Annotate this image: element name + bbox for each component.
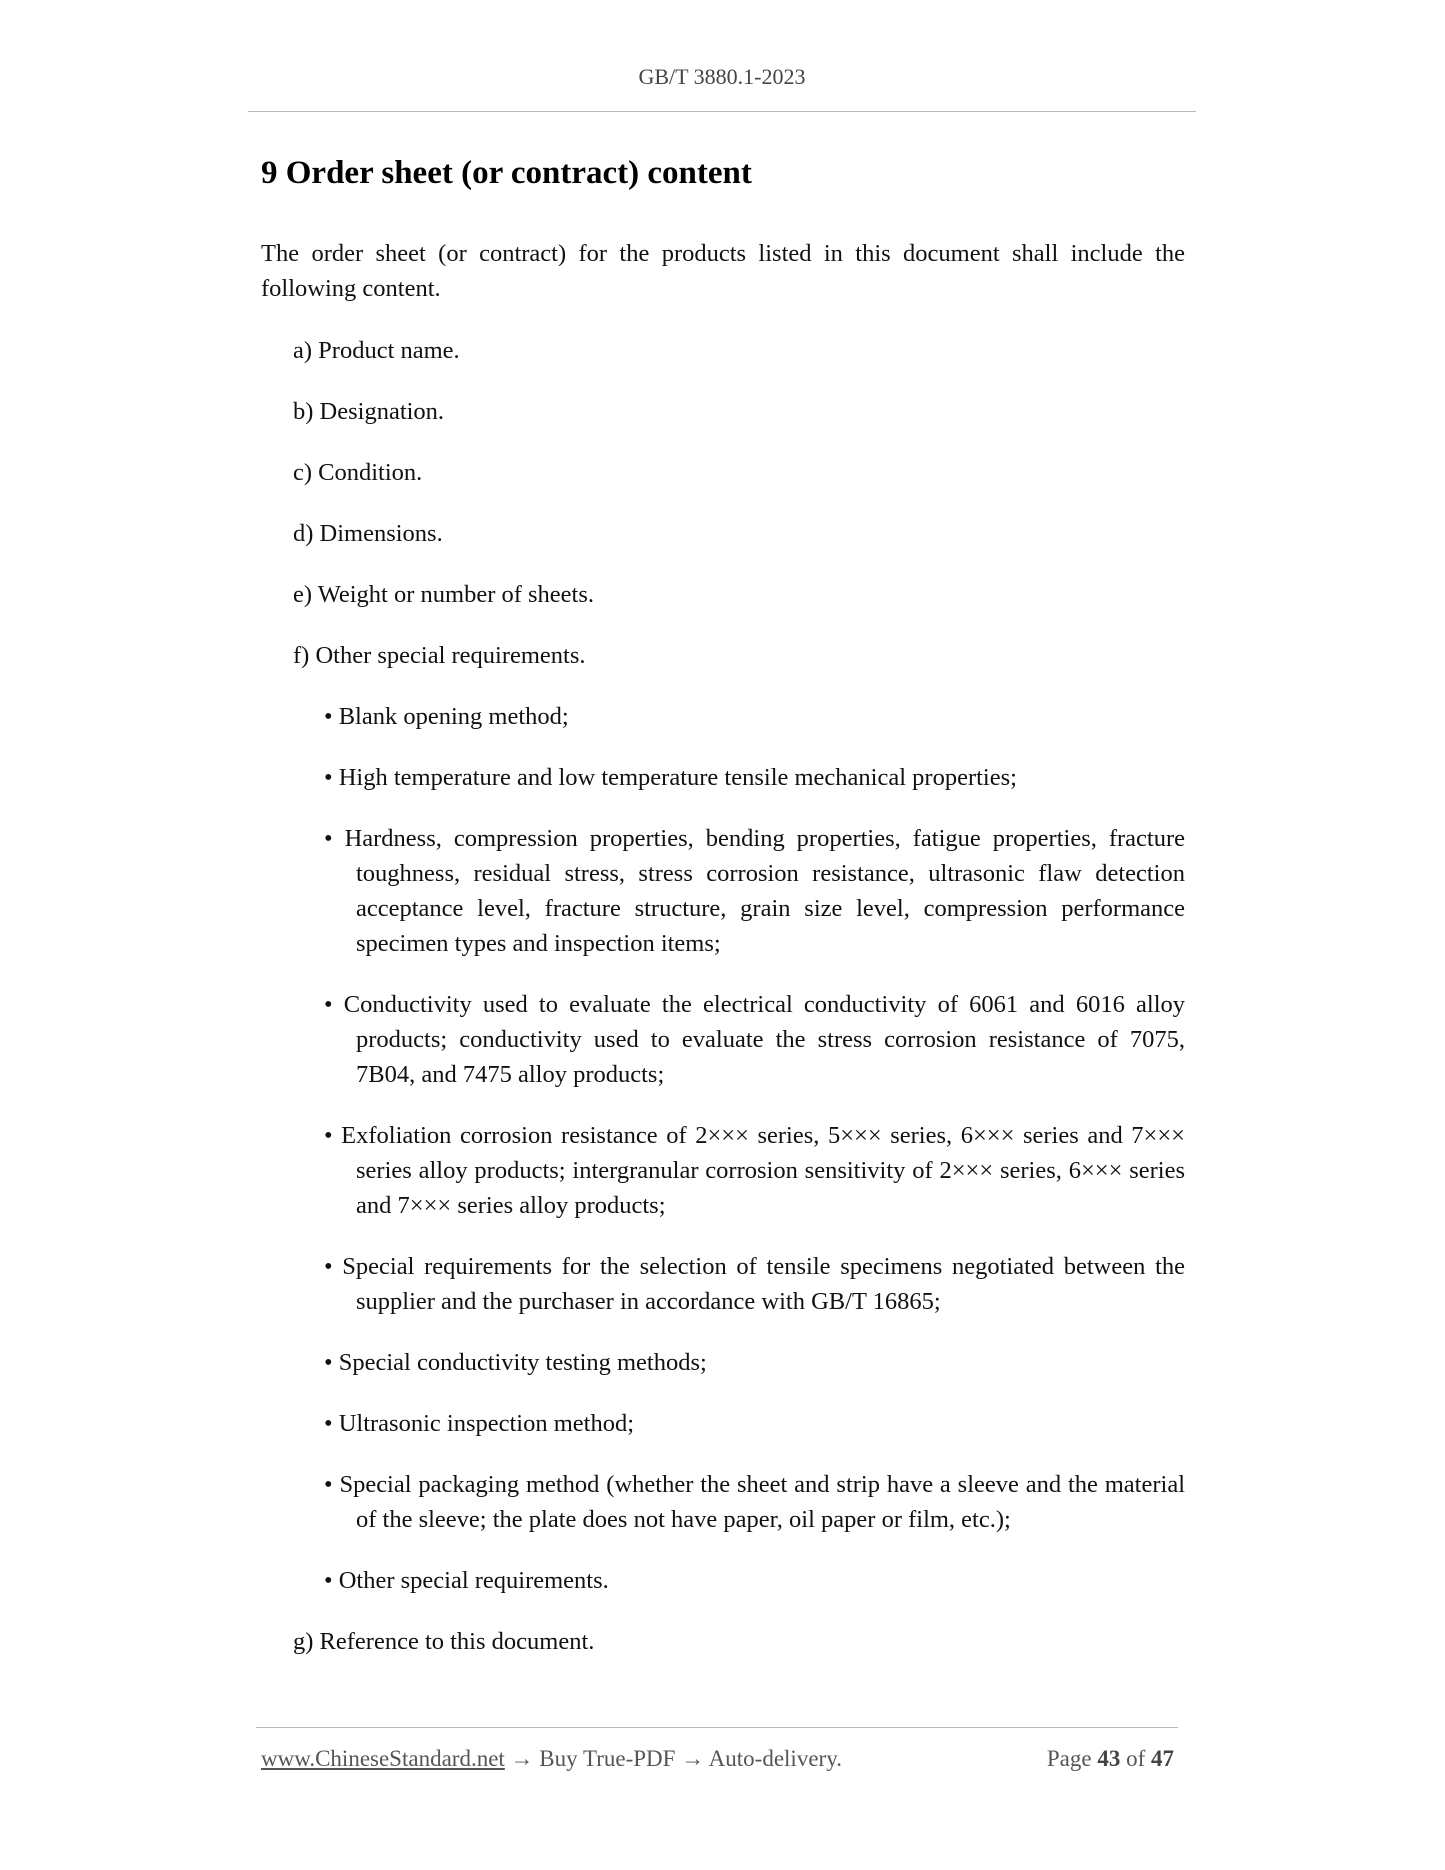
- section-title: 9 Order sheet (or contract) content: [261, 155, 752, 191]
- list-item: g) Reference to this document.: [293, 1628, 595, 1655]
- bullet-text: Special packaging method (whether the sheet and strip have a sleeve and the material of the sleeve; the plate does not have paper, oil paper or film, etc.);: [339, 1471, 1186, 1533]
- bullet-item: • Other special requirements.: [324, 1567, 609, 1594]
- bullet-text: Exfoliation corrosion resistance of 2××× series, 5××× series, 6××× series and 7××× series alloy products; intergranular corrosion sensitivity of 2××× series, 6××× series and 7××× series alloy products;: [341, 1122, 1185, 1219]
- bullet-text: Special conductivity testing methods;: [338, 1349, 707, 1376]
- page-header: GB/T 3880.1-2023: [638, 64, 806, 89]
- page-number: [1047, 1746, 1174, 1772]
- header-divider: [248, 111, 1196, 112]
- bullet-text: Special requirements for the selection of tensile specimens negotiated between the supplier and the purchaser in accordance with GB/T 16865;: [342, 1253, 1185, 1315]
- list-item: d) Dimensions.: [293, 520, 443, 547]
- list-item: a) Product name.: [293, 337, 460, 364]
- section-body: [261, 236, 1185, 1685]
- list-item: b) Designation.: [293, 398, 445, 425]
- list-item: c) Condition.: [293, 459, 423, 486]
- arrow-right-icon: →: [681, 1746, 705, 1771]
- bullet-text: Conductivity used to evaluate the electrical conductivity of 6061 and 6016 alloy products; conductivity used to evaluate the stress corrosion resistance of 7075, 7B04, and 7475 alloy products;: [343, 991, 1185, 1088]
- bullet-item: • Blank opening method;: [324, 703, 569, 730]
- bullet-item: • Conductivity used to evaluate the electrical conductivity of 6061 and 6016 alloy products; conductivity used to evaluate the stress corrosion resistance of 7075, 7B04, and 7475 alloy products;: [324, 991, 1185, 1088]
- list-item: e) Weight or number of sheets.: [293, 581, 595, 608]
- footer-promo: [261, 1746, 842, 1772]
- bullet-item: • Special requirements for the selection of tensile specimens negotiated between the supplier and the purchaser in accordance with GB/T 16865;: [324, 1253, 1185, 1315]
- arrow-right-icon: →: [510, 1746, 534, 1771]
- bullet-item: • Special packaging method (whether the sheet and strip have a sleeve and the material of the sleeve; the plate does not have paper, oil paper or film, etc.);: [324, 1471, 1186, 1533]
- page-current: 43: [1097, 1746, 1121, 1771]
- intro-paragraph: The order sheet (or contract) for the products listed in this document shall include the following content.: [261, 240, 1185, 302]
- bullet-text: Hardness, compression properties, bending properties, fatigue properties, fracture toughness, residual stress, stress corrosion resistance, ultrasonic flaw detection acceptance level, fracture structure, grain size level, compression performance specimen types and inspection items;: [344, 825, 1186, 957]
- delivery-text: Auto-delivery.: [708, 1746, 842, 1771]
- bullet-text: Blank opening method;: [338, 703, 569, 730]
- bullet-text: High temperature and low temperature tensile mechanical properties;: [338, 764, 1017, 791]
- bullet-item: • Exfoliation corrosion resistance of 2××× series, 5××× series, 6××× series and 7××× series alloy products; intergranular corrosion sensitivity of 2××× series, 6××× series and 7××× series alloy products;: [324, 1122, 1185, 1219]
- list-item: f) Other special requirements.: [293, 642, 586, 669]
- bullet-text: Ultrasonic inspection method;: [338, 1410, 635, 1437]
- buy-pdf-text: Buy True-PDF: [539, 1746, 676, 1771]
- bullet-item: • Ultrasonic inspection method;: [324, 1410, 635, 1437]
- bullet-text: Other special requirements.: [338, 1567, 609, 1594]
- bullet-item: • Hardness, compression properties, bending properties, fatigue properties, fracture toughness, residual stress, stress corrosion resistance, ultrasonic flaw detection acceptance level, fracture structure, grain size level, compression performance specimen types and inspection items;: [324, 825, 1186, 957]
- bullet-item: • Special conductivity testing methods;: [324, 1349, 707, 1376]
- page-label: Page: [1046, 1746, 1092, 1771]
- footer-divider: [256, 1727, 1178, 1728]
- site-link[interactable]: www.ChineseStandard.net: [261, 1746, 505, 1771]
- bullet-item: • High temperature and low temperature tensile mechanical properties;: [324, 764, 1017, 791]
- page-total: 47: [1151, 1746, 1174, 1771]
- page-of: of: [1126, 1746, 1146, 1771]
